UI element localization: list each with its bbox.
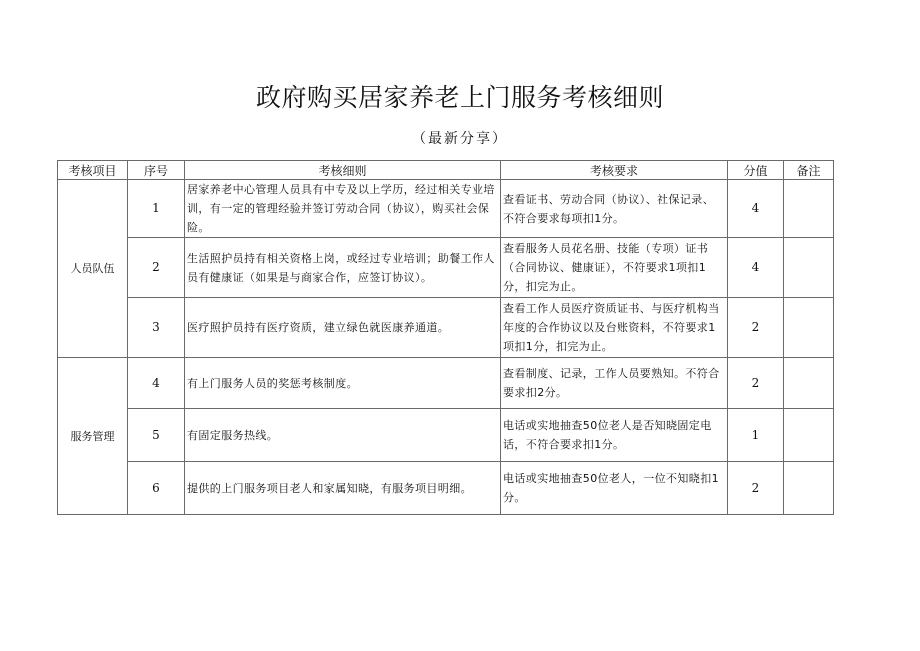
row-number: 6 — [128, 462, 185, 515]
note-cell — [784, 358, 834, 409]
score-cell: 4 — [728, 238, 784, 298]
table-row — [58, 298, 834, 358]
note-cell — [784, 238, 834, 298]
score-cell: 2 — [728, 462, 784, 515]
row-number: 5 — [128, 409, 185, 462]
note-cell — [784, 409, 834, 462]
note-cell — [784, 298, 834, 358]
note-cell — [784, 180, 834, 238]
header-score: 分值 — [728, 161, 784, 180]
row-number: 2 — [128, 238, 185, 298]
requirement-cell: 查看工作人员医疗资质证书、与医疗机构当年度的合作协议以及台账资料，不符要求1项扣1分，扣完为止。 — [501, 298, 728, 358]
requirement-cell: 查看证书、劳动合同（协议）、社保记录、不符合要求每项扣1分。 — [501, 180, 728, 238]
table-row — [58, 358, 834, 409]
category-cell: 人员队伍 — [58, 180, 128, 358]
requirement-cell: 电话或实地抽查50位老人是否知晓固定电话，不符合要求扣1分。 — [501, 409, 728, 462]
table-row — [58, 180, 834, 238]
row-number: 1 — [128, 180, 185, 238]
assessment-table — [57, 160, 834, 515]
document-subtitle: （最新分享） — [412, 131, 508, 147]
header-category: 考核项目 — [58, 161, 128, 180]
rule-cell: 居家养老中心管理人员具有中专及以上学历，经过相关专业培训，有一定的管理经验并签订劳动合同（协议），购买社会保险。 — [185, 180, 501, 238]
rule-cell: 医疗照护员持有医疗资质，建立绿色就医康养通道。 — [185, 298, 501, 358]
row-number: 4 — [128, 358, 185, 409]
header-number: 序号 — [128, 161, 185, 180]
table-header-row — [58, 161, 834, 180]
document-title: 政府购买居家养老上门服务考核细则 — [255, 83, 664, 112]
requirement-cell: 查看制度、记录，工作人员要熟知。不符合要求扣2分。 — [501, 358, 728, 409]
score-cell: 2 — [728, 358, 784, 409]
header-note: 备注 — [784, 161, 834, 180]
row-number: 3 — [128, 298, 185, 358]
header-rule: 考核细则 — [185, 161, 501, 180]
table-row — [58, 238, 834, 298]
requirement-cell: 电话或实地抽查50位老人，一位不知晓扣1分。 — [501, 462, 728, 515]
score-cell: 1 — [728, 409, 784, 462]
rule-cell: 有上门服务人员的奖惩考核制度。 — [185, 358, 501, 409]
score-cell: 4 — [728, 180, 784, 238]
category-cell: 服务管理 — [58, 358, 128, 515]
rule-cell: 生活照护员持有相关资格上岗，或经过专业培训；助餐工作人员有健康证（如果是与商家合作，应签订协议）。 — [185, 238, 501, 298]
rule-cell: 有固定服务热线。 — [185, 409, 501, 462]
note-cell — [784, 462, 834, 515]
table-row — [58, 409, 834, 462]
table-row — [58, 462, 834, 515]
header-requirement: 考核要求 — [501, 161, 728, 180]
requirement-cell: 查看服务人员花名册、技能（专项）证书（合同协议、健康证），不符要求1项扣1分，扣完为止。 — [501, 238, 728, 298]
rule-cell: 提供的上门服务项目老人和家属知晓，有服务项目明细。 — [185, 462, 501, 515]
score-cell: 2 — [728, 298, 784, 358]
